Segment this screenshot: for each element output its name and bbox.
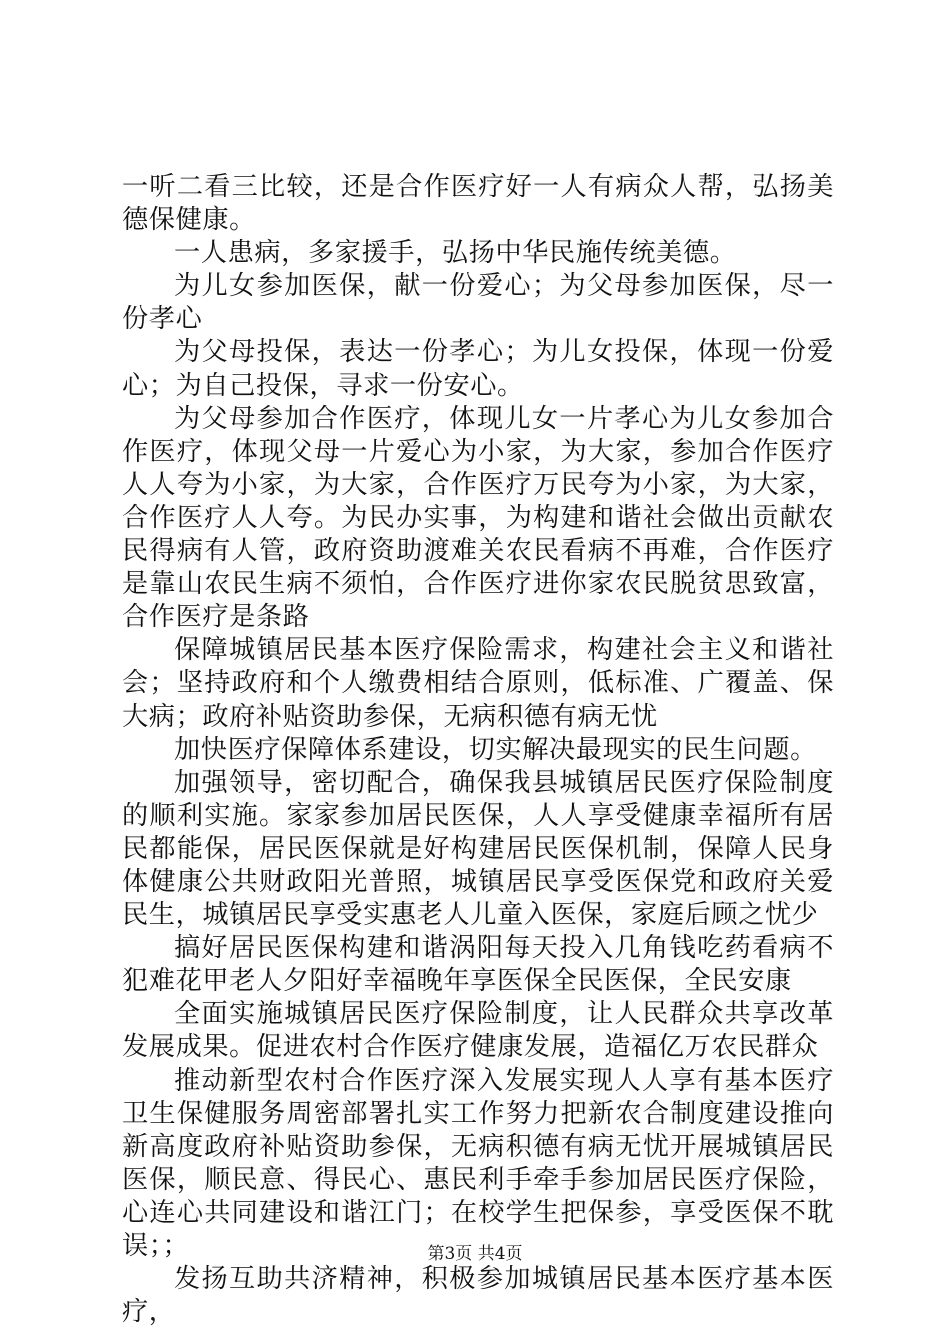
paragraph-9: 搞好居民医保构建和谐涡阳每天投入几角钱吃药看病不犯难花甲老人夕阳好幸福晚年享医保全民医保，全民安康 [122,933,834,997]
document-body [122,171,834,1329]
page-footer: 第3页 共4页 [427,1244,523,1264]
paragraph-6: 保障城镇居民基本医疗保险需求，构建社会主义和谐社会；坚持政府和个人缴费相结合原则，低标准、广覆盖、保大病；政府补贴资助参保，无病积德有病无忧 [122,635,834,732]
paragraph-5: 为父母参加合作医疗，体现儿女一片孝心为儿女参加合作医疗，体现父母一片爱心为小家，为大家，参加合作医疗人人夸为小家，为大家，合作医疗万民夸为小家，为大家，合作医疗人人夸。为民办实事，为构建和谐社会做出贡献农民得病有人管，政府资助渡难关农民看病不再难，合作医疗是靠山农民生病不须怕，合作医疗进你家农民脱贫思致富，合作医疗是条路 [122,403,834,633]
paragraph-12: 发扬互助共济精神，积极参加城镇居民基本医疗基本医疗， [122,1264,834,1328]
paragraph-4: 为父母投保，表达一份孝心；为儿女投保，体现一份爱心；为自己投保，寻求一份安心。 [122,337,834,401]
paragraph-1: 一听二看三比较，还是合作医疗好一人有病众人帮，弘扬美德保健康。 [122,172,834,236]
paragraph-3: 为儿女参加医保，献一份爱心；为父母参加医保，尽一份孝心 [122,271,834,335]
paragraph-10: 全面实施城镇居民医疗保险制度，让人民群众共享改革发展成果。促进农村合作医疗健康发展，造福亿万农民群众 [122,999,834,1063]
paragraph-8: 加强领导，密切配合，确保我县城镇居民医疗保险制度的顺利实施。家家参加居民医保，人人享受健康幸福所有居民都能保，居民医保就是好构建居民医保机制，保障人民身体健康公共财政阳光普照，城镇居民享受医保党和政府关爱民生，城镇居民享受实惠老人儿童入医保，家庭后顾之忧少 [122,767,834,931]
paragraph-2: 一人患病，多家援手，弘扬中华民施传统美德。 [174,238,737,269]
paragraph-11: 推动新型农村合作医疗深入发展实现人人享有基本医疗卫生保健服务周密部署扎实工作努力把新农合制度建设推向新高度政府补贴资助参保，无病积德有病无忧开展城镇居民医保，顺民意、得民心、惠民利手牵手参加居民医疗保险，心连心共同建设和谐江门；在校学生把保参，享受医保不耽误；； [122,1065,834,1261]
paragraph-7: 加快医疗保障体系建设，切实解决最现实的民生问题。 [174,734,817,765]
